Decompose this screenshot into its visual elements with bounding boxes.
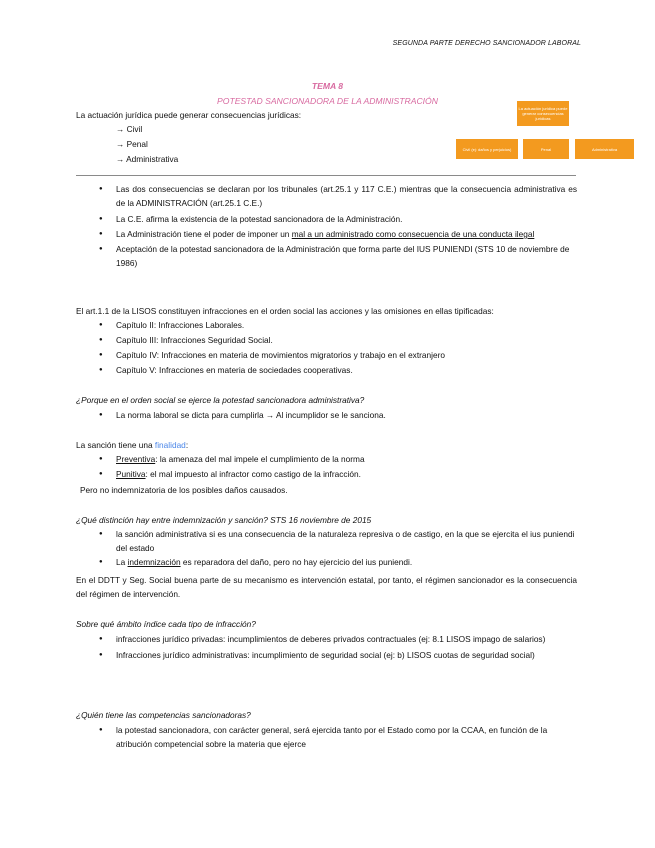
question-heading: Sobre qué ámbito índice cada tipo de infracción?: [76, 619, 256, 629]
list-item: ● Las dos consecuencias se declaran por los tribunales (art.25.1 y 117 C.E.) mientras que la consecuencia administrativa es de la ADMINISTRACIÓN (art.25.1 C.E.): [99, 182, 577, 210]
finalidad-list: [99, 452, 577, 482]
question-heading: ¿Qué distinción hay entre indemnización y sanción? STS 16 noviembre de 2015: [76, 515, 372, 525]
q1-answer-list: [99, 408, 577, 422]
principles-list: [99, 182, 577, 270]
term-text: : la amenaza del mal impele el cumplimiento de la norma: [155, 454, 365, 464]
list-item: ● infracciones jurídico privadas: incumplimientos de deberes privados contractuales (ej: 8.1 LISOS impago de salarios): [99, 632, 577, 646]
list-item: ● Capítulo V: Infracciones en materia de sociedades cooperativas.: [99, 363, 577, 378]
list-item: [99, 467, 577, 482]
list-item: ● Capítulo III: Infracciones Seguridad Social.: [99, 333, 577, 348]
finalidad-colon: :: [185, 440, 189, 450]
list-item-text: La: [116, 557, 128, 567]
lisos-intro: El art.1.1 de la LISOS constituyen infracciones en el orden social las acciones y las omisiones en ellas tipificadas:: [76, 306, 494, 316]
finalidad-intro: [76, 438, 188, 452]
list-item: ● la potestad sancionadora, con carácter general, será ejercida tanto por el Estado como por la CCAA, en función de la atribución competencial sobre la materia que ejerce: [99, 723, 577, 751]
diagram-box-civil: Civil (ej: daños y perjuicios): [456, 139, 518, 159]
diagram-box-administrativa: Administrativa: [575, 139, 634, 159]
q4-answer-list: [99, 723, 577, 751]
q2-answer-list: [99, 527, 577, 569]
finalidad-intro-text: La sanción tiene una: [76, 440, 155, 450]
consequence-list: [116, 122, 178, 167]
consequence-civil: → Civil: [116, 124, 143, 134]
intro-text: La actuación jurídica puede generar consecuencias jurídicas:: [76, 110, 302, 120]
list-item-text: La Administración tiene el poder de imponer un: [116, 229, 292, 239]
list-item-text: es reparadora del daño, pero no hay ejercicio del ius puniendi.: [180, 557, 413, 567]
intervention-paragraph: En el DDTT y Seg. Social buena parte de su mecanismo es intervención estatal, por tanto, el régimen sancionador es la consecuencia del régimen de intervención.: [76, 575, 577, 599]
list-item: ● Capítulo IV: Infracciones en materia de movimientos migratorios y trabajo en el extranjero: [99, 348, 577, 363]
diagram-root-box: La actuación jurídica puede generar consecuencias jurídicas: [517, 101, 569, 126]
term-punitiva: Punitiva: [116, 469, 146, 479]
list-item: ● La C.E. afirma la existencia de la potestad sancionadora de la Administración.: [99, 212, 577, 226]
finalidad-keyword: finalidad: [154, 440, 186, 450]
term-preventiva: Preventiva: [116, 454, 156, 464]
list-item: [99, 227, 577, 241]
q3-answer-list: [99, 632, 577, 662]
consequence-administrativa: → Administrativa: [116, 154, 179, 164]
question-heading: ¿Quién tiene las competencias sancionadoras?: [76, 710, 251, 720]
list-item: [99, 555, 577, 569]
chapter-title: TEMA 8: [311, 81, 344, 91]
underlined-phrase: mal a un administrado como consecuencia de una conducta ilegal: [291, 229, 535, 239]
list-item: ● La norma laboral se dicta para cumplirla → Al incumplidor se le sanciona.: [99, 408, 577, 422]
chapter-subtitle: POTESTAD SANCIONADORA DE LA ADMINISTRACIÓN: [217, 96, 438, 106]
list-item: ● Aceptación de la potestad sancionadora de la Administración que forma parte del IUS PUNIENDI (STS 10 de noviembre de 1986): [99, 242, 577, 270]
running-header: SEGUNDA PARTE DERECHO SANCIONADOR LABORAL: [392, 40, 581, 47]
term-text: : el mal impuesto al infractor como castigo de la infracción.: [145, 469, 361, 479]
list-item: ● Capítulo II: Infracciones Laborales.: [99, 318, 577, 333]
lisos-list: [99, 318, 577, 378]
list-item: ● la sanción administrativa si es una consecuencia de la naturaleza represiva o de castigo, en la que se ejercita el ius puniendi del estado: [99, 527, 577, 555]
divider: [76, 175, 576, 176]
consequence-penal: → Penal: [116, 139, 148, 149]
question-heading: ¿Porque en el orden social se ejerce la potestad sancionadora administrativa?: [76, 395, 365, 405]
finalidad-note: Pero no indemnizatoria de los posibles daños causados.: [80, 485, 288, 495]
list-item: ● Infracciones jurídico administrativas: incumplimiento de seguridad social (ej: b) LISOS cuotas de seguridad social): [99, 648, 577, 662]
list-item: [99, 452, 577, 467]
diagram-box-penal: Penal: [523, 139, 569, 159]
underlined-term: indemnización: [127, 557, 181, 567]
